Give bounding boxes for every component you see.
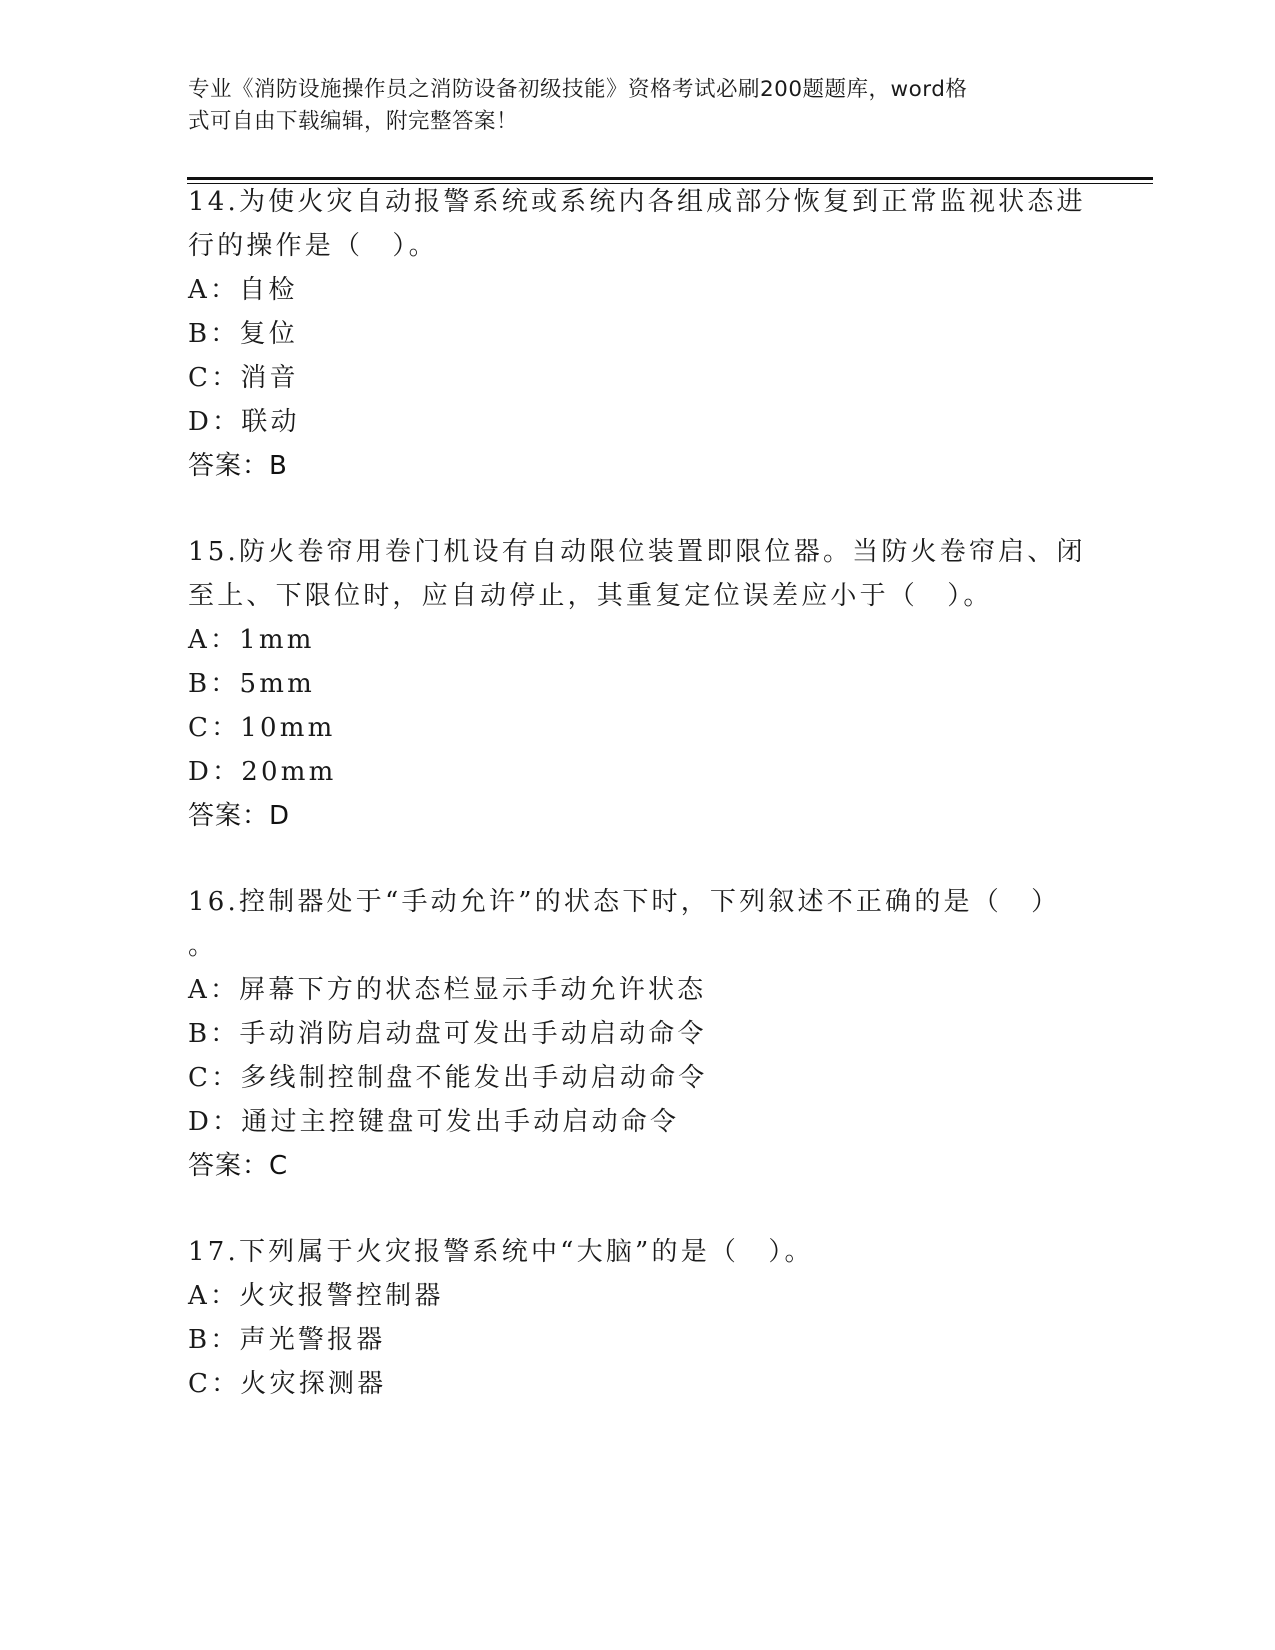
question-14-answer: 答案：B <box>188 451 288 481</box>
question-16-option-b: B：手动消防启动盘可发出手动启动命令 <box>188 1019 707 1049</box>
question-15-answer: 答案：D <box>188 801 291 831</box>
question-14-option-c: C：消音 <box>188 363 299 393</box>
question-17-option-a: A：火灾报警控制器 <box>188 1281 444 1311</box>
header-divider-thick <box>187 177 1153 180</box>
question-16-option-d: D：通过主控键盘可发出手动启动命令 <box>188 1107 680 1137</box>
question-15-option-a: A：1mm <box>188 625 315 655</box>
question-15-text-line-1: 15.防火卷帘用卷门机设有自动限位装置即限位器。当防火卷帘启、闭 <box>188 537 1086 567</box>
question-16-answer: 答案：C <box>188 1151 289 1181</box>
question-17-option-b: B：声光警报器 <box>188 1325 386 1355</box>
question-14-text-line-1: 14.为使火灾自动报警系统或系统内各组成部分恢复到正常监视状态进 <box>188 187 1086 217</box>
header-line-1: 专业《消防设施操作员之消防设备初级技能》资格考试必刷200题题库，word格 <box>188 77 968 102</box>
question-14-option-a: A：自检 <box>188 275 298 305</box>
question-15-option-c: C：10mm <box>188 713 336 743</box>
header-divider-thin <box>187 183 1153 184</box>
question-14-option-b: B：复位 <box>188 319 298 349</box>
question-16-text-line-1: 16.控制器处于“手动允许”的状态下时，下列叙述不正确的是（ ） <box>188 887 1061 917</box>
question-14-option-d: D：联动 <box>188 407 300 437</box>
question-16-option-a: A：屏幕下方的状态栏显示手动允许状态 <box>188 975 707 1005</box>
question-14-text-line-2: 行的操作是（ ）。 <box>188 231 438 261</box>
document-header <box>188 74 1068 138</box>
question-15-text-line-2: 至上、下限位时，应自动停止，其重复定位误差应小于（ ）。 <box>188 581 993 611</box>
question-17-text-line-1: 17.下列属于火灾报警系统中“大脑”的是（ ）。 <box>188 1237 814 1267</box>
header-line-2: 式可自由下载编辑，附完整答案！ <box>188 109 519 134</box>
question-17-option-c: C：火灾探测器 <box>188 1369 387 1399</box>
question-15-option-d: D：20mm <box>188 757 337 787</box>
question-15-option-b: B：5mm <box>188 669 315 699</box>
question-16-text-line-2: 。 <box>188 931 218 961</box>
question-16-option-c: C：多线制控制盘不能发出手动启动命令 <box>188 1063 708 1093</box>
